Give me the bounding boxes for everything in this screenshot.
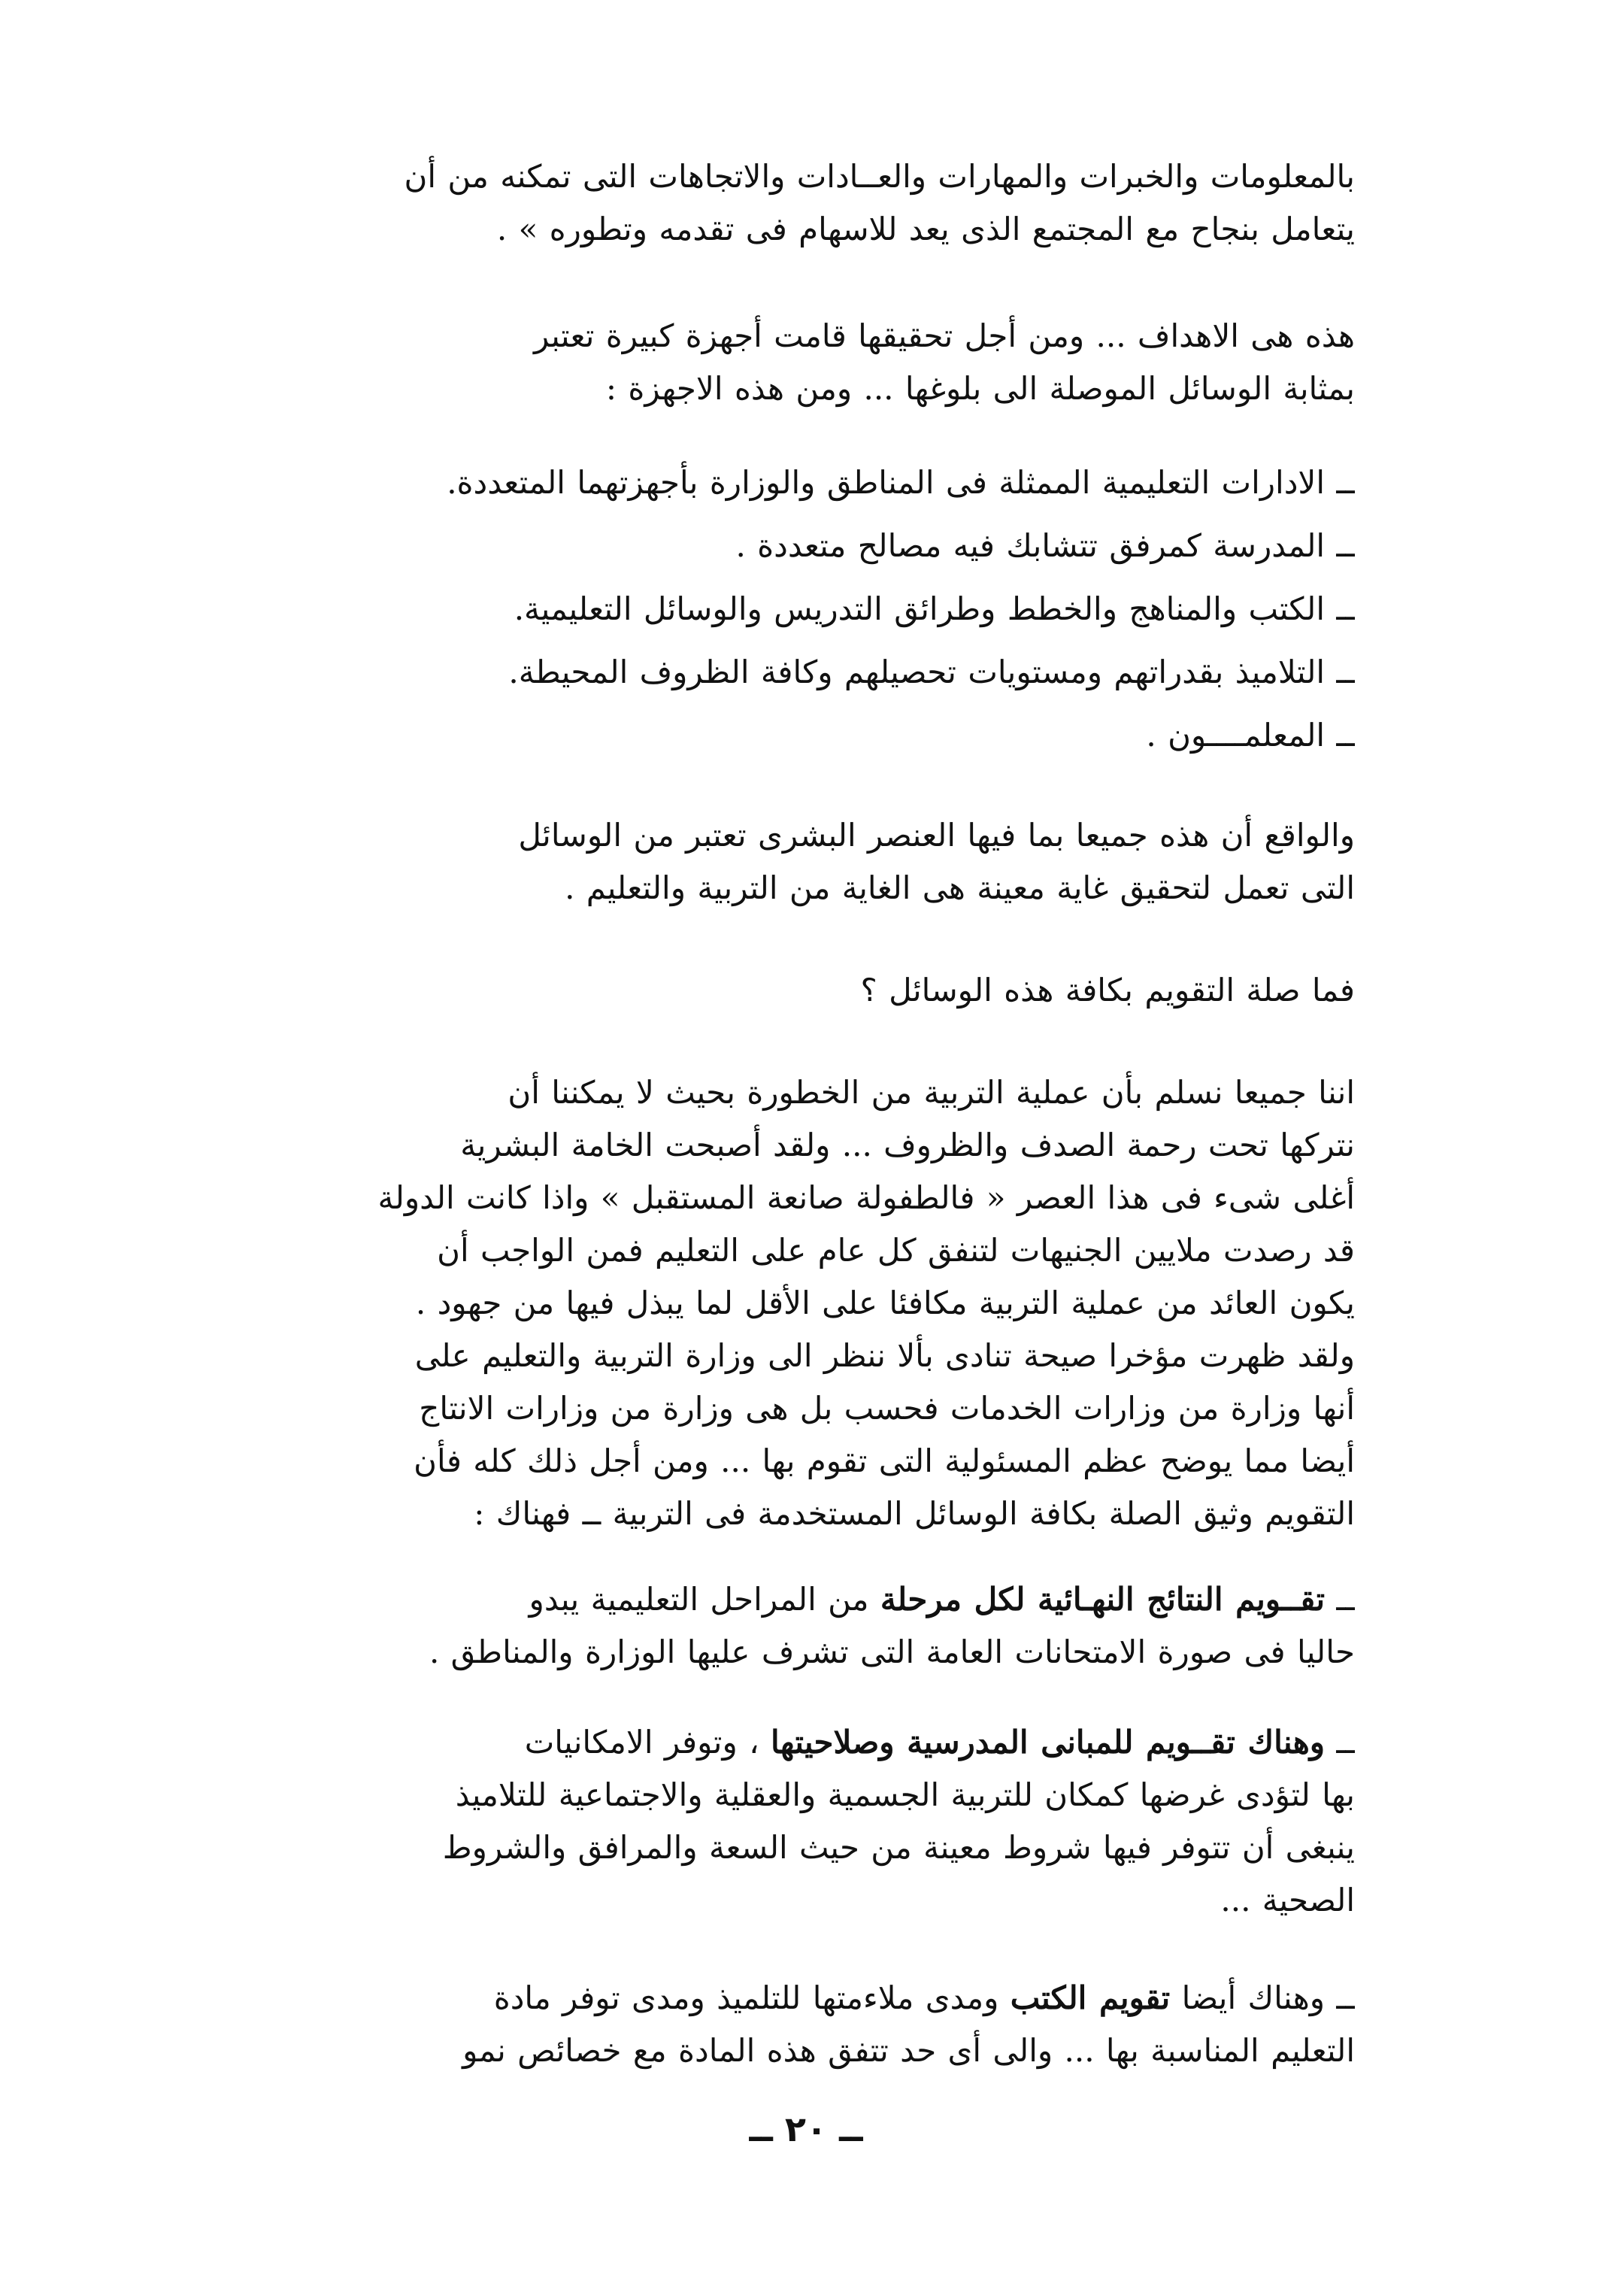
bold-term: تقويم الكتب [1010, 1979, 1171, 2016]
text-line: حاليا فى صورة الامتحانات العامة التى تشرف عليها الوزارة والمناطق . [429, 1633, 1355, 1670]
text-line [265, 1716, 1355, 1769]
text-run: ومدى ملاءمتها للتلميذ ومدى توفر مادة [493, 1979, 1011, 2016]
text-line: التعليم المناسبة بها ... والى أى حد تتفق هذه المادة مع خصائص نمو [462, 2032, 1355, 2069]
list-item: ــ المدرسة كمرفق تتشابك فيه مصالح متعددة . [735, 527, 1355, 564]
text-line: أنها وزارة من وزارات الخدمات فحسب بل هى وزارة من وزارات الانتاج [419, 1390, 1355, 1427]
text-line: والواقع أن هذه جميعا بما فيها العنصر البشرى تعتبر من الوسائل [518, 817, 1355, 854]
text-line: التقويم وثيق الصلة بكافة الوسائل المستخدمة فى التربية ــ فهناك : [474, 1495, 1355, 1532]
text-line: أغلى شىء فى هذا العصر « فالطفولة صانعة المستقبل » واذا كانت الدولة [377, 1179, 1355, 1216]
text-run: من المراحل التعليمية يبدو [529, 1581, 880, 1618]
paragraph-argument [265, 1066, 1355, 1540]
bold-term: وهناك تقــويم للمبانى المدرسية وصلاحيتها [771, 1724, 1326, 1761]
paragraph-books-evaluation [265, 1972, 1355, 2077]
text-line: فما صلة التقويم بكافة هذه الوسائل ؟ [860, 972, 1355, 1008]
paragraph-intro-continuation [265, 150, 1355, 256]
paragraph-buildings-evaluation [265, 1716, 1355, 1927]
text-line: التى تعمل لتحقيق غاية معينة هى الغاية من التربية والتعليم . [565, 869, 1355, 906]
apparatus-list [265, 451, 1355, 767]
text-run: ، وتوفر الامكانيات [524, 1724, 771, 1761]
text-line: يتعامل بنجاح مع المجتمع الذى يعد للاسهام فى تقدمه وتطوره » . [496, 211, 1355, 247]
bold-term: تقــويم النتائج النهـائية لكل مرحلة [880, 1581, 1326, 1618]
text-line: ولقد ظهرت مؤخرا صيحة تنادى بألا ننظر الى وزارة التربية والتعليم على [414, 1337, 1355, 1374]
paragraph-reality [265, 809, 1355, 914]
text-line: بمثابة الوسائل الموصلة الى بلوغها ... ومن هذه الاجهزة : [605, 370, 1355, 407]
text-line: نتركها تحت رحمة الصدف والظروف ... ولقد أصبحت الخامة البشرية [460, 1127, 1355, 1163]
text-line: هذه هى الاهداف ... ومن أجل تحقيقها قامت أجهزة كبيرة تعتبر [533, 317, 1355, 354]
text-run: ــ وهناك أيضا [1170, 1979, 1355, 2016]
text-line: الصحية ... [1220, 1882, 1355, 1918]
text-line [265, 1972, 1355, 2025]
text-line [265, 1573, 1355, 1626]
text-line: بالمعلومات والخبرات والمهارات والعــادات والاتجاهات التى تمكنه من أن [404, 158, 1355, 195]
text-line: اننا جميعا نسلم بأن عملية التربية من الخطورة بحيث لا يمكننا أن [508, 1074, 1355, 1111]
text-line: ينبغى أن تتوفر فيها شروط معينة من حيث السعة والمرافق والشروط [442, 1829, 1355, 1866]
list-item: ــ التلاميذ بقدراتهم ومستويات تحصيلهم وكافة الظروف المحيطة. [508, 654, 1355, 690]
list-item: ــ المعلمــــون . [1146, 717, 1355, 754]
page-number: ــ ٢٠ ــ [749, 2109, 863, 2149]
text-line: يكون العائد من عملية التربية مكافئا على الأقل لما يبذل فيها من جهود . [415, 1284, 1355, 1321]
paragraph-final-results-evaluation [265, 1573, 1355, 1679]
text-line: أيضا مما يوضح عظم المسئولية التى تقوم بها ... ومن أجل ذلك كله فأن [414, 1442, 1355, 1479]
text-line: بها لتؤدى غرضها كمكان للتربية الجسمية والعقلية والاجتماعية للتلاميذ [455, 1776, 1355, 1813]
text-line: قد رصدت ملايين الجنيهات لتنفق كل عام على التعليم فمن الواجب أن [437, 1232, 1355, 1269]
paragraph-question [265, 964, 1355, 1017]
dash-marker: ــ [1325, 1724, 1355, 1761]
list-item: ــ الادارات التعليمية الممثلة فى المناطق والوزارة بأجهزتهما المتعددة. [447, 464, 1355, 501]
dash-marker: ــ [1325, 1581, 1355, 1618]
list-item: ــ الكتب والمناهج والخطط وطرائق التدريس والوسائل التعليمية. [514, 590, 1355, 627]
paragraph-objectives [265, 310, 1355, 415]
